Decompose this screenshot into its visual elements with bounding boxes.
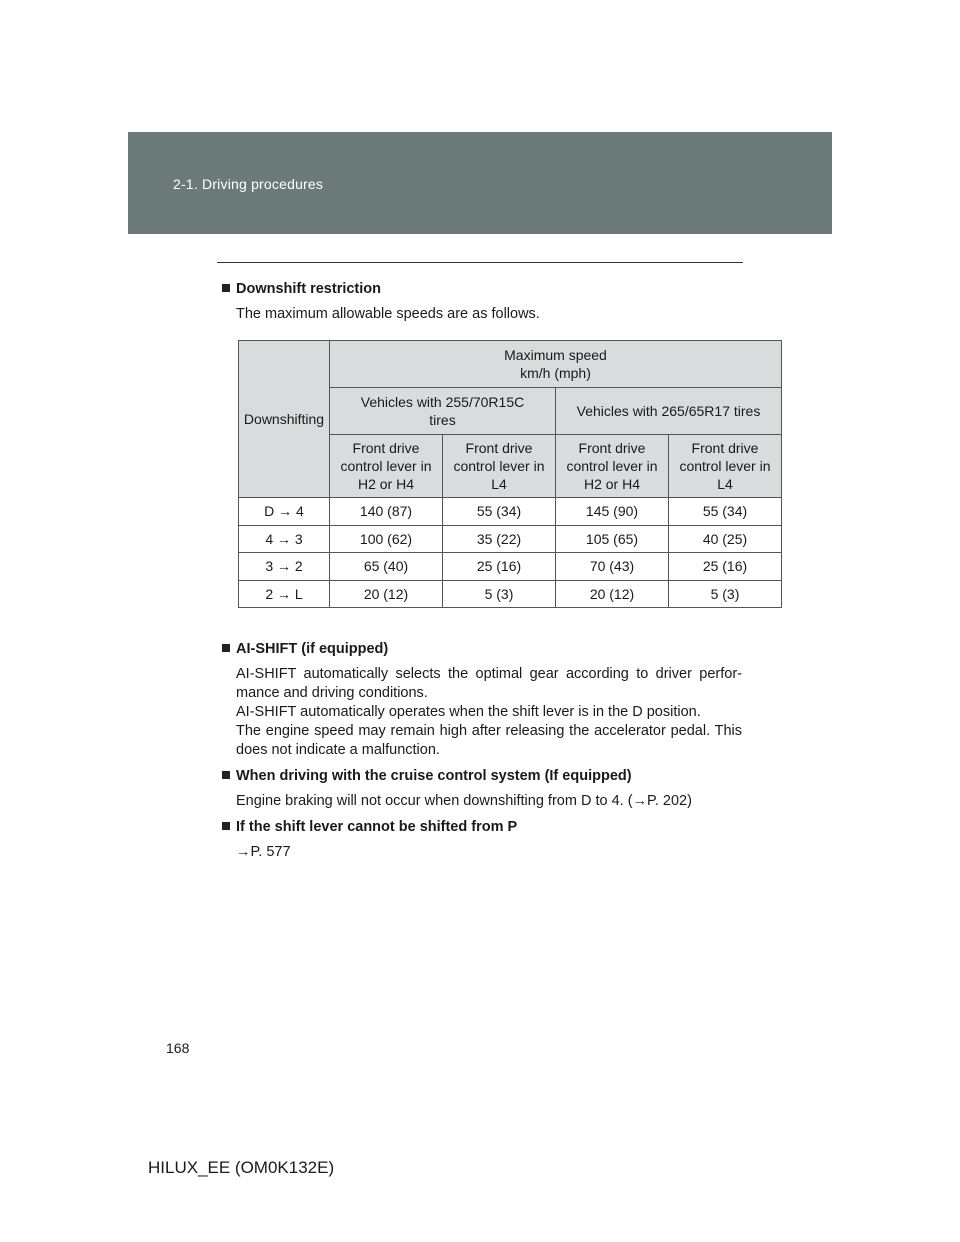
table-row: 4 → 3 100 (62) 35 (22) 105 (65) 40 (25) bbox=[239, 525, 782, 553]
sub-header-l4-1: Front drive control lever in L4 bbox=[443, 435, 556, 498]
square-bullet-icon bbox=[222, 771, 230, 779]
sub-header-h2h4-2: Front drive control lever in H2 or H4 bbox=[556, 435, 669, 498]
document-code: HILUX_EE (OM0K132E) bbox=[148, 1158, 335, 1177]
speed-table bbox=[238, 340, 782, 608]
sub-header-l4-2: Front drive control lever in L4 bbox=[669, 435, 782, 498]
section-label: 2-1. Driving procedures bbox=[173, 176, 324, 192]
table-row: 2 → L 20 (12) 5 (3) 20 (12) 5 (3) bbox=[239, 580, 782, 608]
header-rule bbox=[217, 262, 743, 263]
sub-header-h2h4-1: Front drive control lever in H2 or H4 bbox=[330, 435, 443, 498]
square-bullet-icon bbox=[222, 644, 230, 652]
max-speed-header: Maximum speed km/h (mph) bbox=[330, 341, 782, 388]
col-downshifting: Downshifting bbox=[239, 341, 330, 498]
table-row: 3 → 2 65 (40) 25 (16) 70 (43) 25 (16) bbox=[239, 553, 782, 581]
page-number: 168 bbox=[166, 1040, 190, 1056]
speed-table-wrap bbox=[238, 340, 782, 608]
aishift-p3: The engine speed may remain high after releasing the accelerator pedal. This does not indicate a malfunction. bbox=[236, 723, 742, 758]
notes-section bbox=[222, 640, 742, 862]
aishift-p2: AI-SHIFT automatically operates when the shift lever is in the D position. bbox=[236, 704, 701, 720]
vehicle-header-2: Vehicles with 265/65R17 tires bbox=[556, 388, 782, 435]
aishift-heading: AI-SHIFT (if equipped) bbox=[222, 640, 742, 659]
vehicle-header-1: Vehicles with 255/70R15C tires bbox=[330, 388, 556, 435]
downshift-section bbox=[222, 280, 742, 324]
shiftp-heading: If the shift lever cannot be shifted from P bbox=[222, 818, 742, 837]
downshift-heading: Downshift restriction bbox=[222, 280, 742, 299]
shiftp-link[interactable]: →P. 577 bbox=[236, 844, 291, 860]
downshift-intro: The maximum allowable speeds are as follows. bbox=[236, 306, 540, 322]
cruise-heading: When driving with the cruise control system (If equipped) bbox=[222, 767, 742, 786]
aishift-p1: AI-SHIFT automatically selects the optimal gear according to driver perfor-mance and driving conditions. bbox=[236, 666, 742, 701]
square-bullet-icon bbox=[222, 284, 230, 292]
cruise-text: Engine braking will not occur when downshifting from D to 4. (→P. 202) bbox=[236, 793, 692, 809]
table-row: D → 4 140 (87) 55 (34) 145 (90) 55 (34) bbox=[239, 498, 782, 526]
square-bullet-icon bbox=[222, 822, 230, 830]
